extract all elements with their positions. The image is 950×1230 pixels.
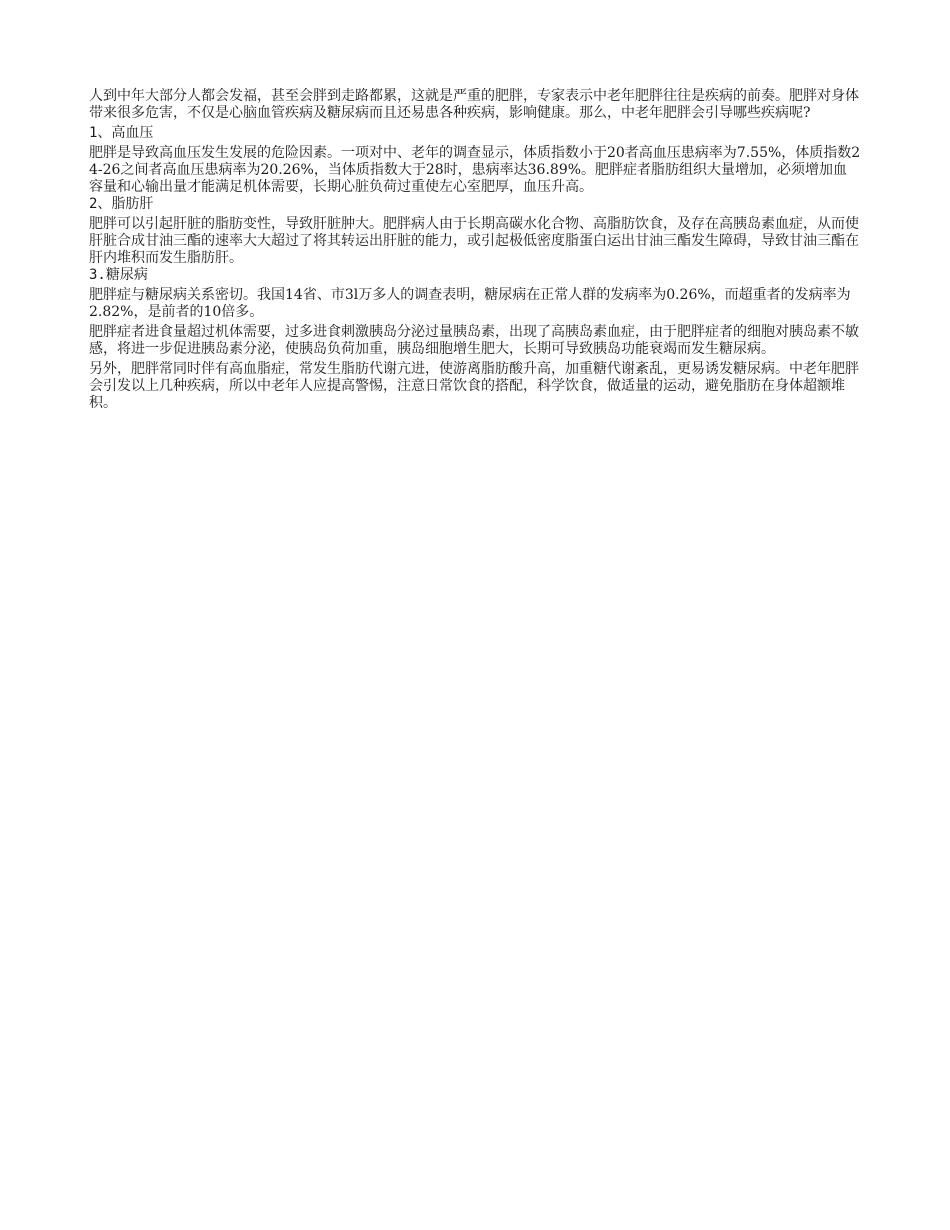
intro-paragraph: 人到中年大部分人都会发福，甚至会胖到走路都累，这就是严重的肥胖，专家表示中老年肥胖往往是疾病的前奏。肥胖对身体带来很多危害，不仅是心脑血管疾病及糖尿病而且还易患各种疾病，影响健康。那么，中老年肥胖会引导哪些疾病呢?	[89, 88, 859, 121]
conclusion-paragraph: 另外，肥胖常同时伴有高血脂症，常发生脂肪代谢亢进，使游离脂肪酸升高，加重糖代谢紊乱，更易诱发糖尿病。中老年肥胖会引发以上几种疾病，所以中老年人应提高警惕，注意日常饮食的搭配，科学饮食，做适量的运动，避免脂肪在身体超额堆积。	[89, 361, 859, 411]
hypertension-paragraph: 肥胖是导致高血压发生发展的危险因素。一项对中、老年的调查显示，体质指数小于20者高血压患病率为7.55%，体质指数24-26之间者高血压患病率为20.26%，当体质指数大于28时，患病率达36.89%。肥胖症者脂肪组织大量增加，必须增加血容量和心输出量才能满足机体需要，长期心脏负荷过重使左心室肥厚，血压升高。	[89, 145, 861, 195]
diabetes-paragraph-2: 肥胖症者进食量超过机体需要，过多进食刺激胰岛分泌过量胰岛素，出现了高胰岛素血症，由于肥胖症者的细胞对胰岛素不敏感，将进一步促进胰岛素分泌，使胰岛负荷加重，胰岛细胞增生肥大，长期可导致胰岛功能衰竭而发生糖尿病。	[89, 324, 859, 357]
document-body	[89, 88, 861, 412]
section-heading-hypertension: 1、高血压	[89, 125, 154, 141]
fatty-liver-paragraph: 肥胖可以引起肝脏的脂肪变性，导致肝脏肿大。肥胖病人由于长期高碳水化合物、高脂肪饮食，及存在高胰岛素血症，从而使肝脏合成甘油三酯的速率大大超过了将其转运出肝脏的能力，或引起极低密度脂蛋白运出甘油三酯发生障碍，导致甘油三酯在肝内堆积而发生脂肪肝。	[89, 216, 859, 266]
section-heading-diabetes: 3.糖尿病	[89, 267, 148, 283]
diabetes-paragraph-1: 肥胖症与糖尿病关系密切。我国14省、市3l万多人的调查表明，糖尿病在正常人群的发病率为0.26%，而超重者的发病率为2.82%，是前者的10倍多。	[89, 287, 851, 320]
section-heading-fatty-liver: 2、脂肪肝	[89, 196, 154, 212]
